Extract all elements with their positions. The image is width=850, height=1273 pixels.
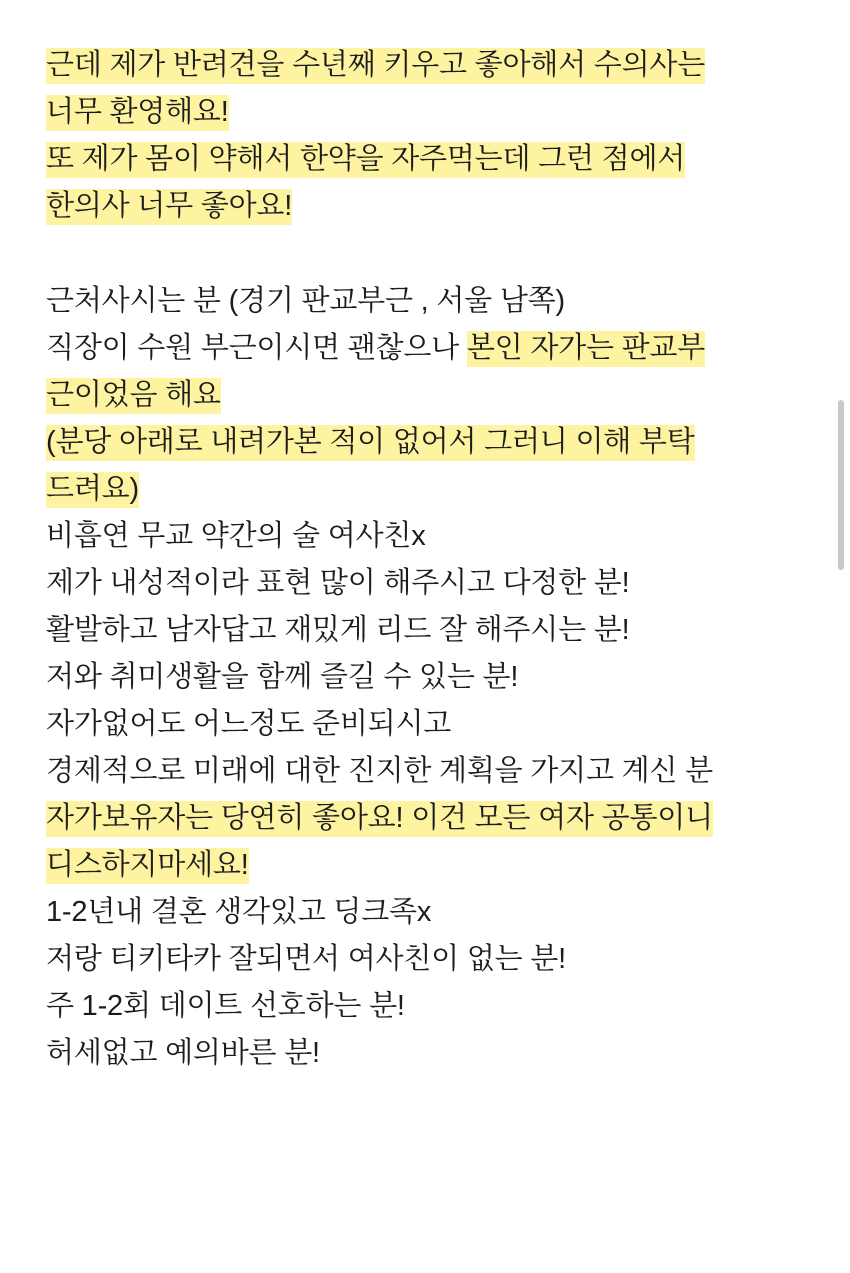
text-line: [46, 513, 804, 560]
highlighted-text: 드려요): [46, 472, 139, 508]
text-line: [46, 183, 804, 230]
text-line: [46, 89, 804, 136]
plain-text: 저랑 티키타카 잘되면서 여사친이 없는 분!: [46, 943, 566, 975]
highlighted-text: 자가보유자는 당연히 좋아요! 이건 모든 여자 공통이니: [46, 801, 713, 837]
plain-text: 1-2년내 결혼 생각있고 딩크족x: [46, 896, 432, 928]
text-line: [46, 278, 804, 325]
paragraph-intro-pets: [46, 42, 804, 230]
text-line: [46, 842, 804, 889]
plain-text: 비흡연 무교 약간의 술 여사친x: [46, 520, 426, 552]
text-line: [46, 1030, 804, 1077]
plain-text: 경제적으로 미래에 대한 진지한 계획을 가지고 계신 분: [46, 755, 713, 787]
plain-text: 저와 취미생활을 함께 즐길 수 있는 분!: [46, 661, 519, 693]
plain-text: 허세없고 예의바른 분!: [46, 1037, 320, 1069]
highlighted-text: 너무 환영해요!: [46, 95, 229, 131]
highlighted-text: 한의사 너무 좋아요!: [46, 189, 292, 225]
text-line: [46, 136, 804, 183]
plain-text: 주 1-2회 데이트 선호하는 분!: [46, 990, 405, 1022]
plain-text: 근처사시는 분 (경기 판교부근 , 서울 남쪽): [46, 285, 565, 317]
highlighted-text: (분당 아래로 내려가본 적이 없어서 그러니 이해 부탁: [46, 425, 695, 461]
text-line: [46, 701, 804, 748]
plain-text: 활발하고 남자답고 재밌게 리드 잘 해주시는 분!: [46, 614, 630, 646]
paragraph-location: [46, 278, 804, 1077]
text-line: [46, 654, 804, 701]
plain-text: 직장이 수원 부근이시면 괜찮으나: [46, 332, 467, 364]
text-line: [46, 419, 804, 466]
paragraph-spacer: [46, 230, 804, 278]
text-line: [46, 466, 804, 513]
text-line: [46, 560, 804, 607]
highlighted-text: 디스하지마세요!: [46, 848, 249, 884]
vertical-scrollbar[interactable]: [838, 400, 844, 570]
highlighted-text: 또 제가 몸이 약해서 한약을 자주먹는데 그런 점에서: [46, 142, 685, 178]
text-line: [46, 889, 804, 936]
text-line: [46, 42, 804, 89]
text-line: [46, 983, 804, 1030]
highlighted-text: 근이었음 해요: [46, 378, 221, 414]
highlighted-text: 본인 자가는 판교부: [467, 331, 705, 367]
plain-text: 자가없어도 어느정도 준비되시고: [46, 708, 452, 740]
text-line: [46, 936, 804, 983]
text-line: [46, 748, 804, 795]
text-line: [46, 325, 804, 372]
text-line: [46, 372, 804, 419]
highlighted-text: 근데 제가 반려견을 수년째 키우고 좋아해서 수의사는: [46, 48, 705, 84]
text-line: [46, 795, 804, 842]
text-line: [46, 607, 804, 654]
plain-text: 제가 내성적이라 표현 많이 해주시고 다정한 분!: [46, 567, 630, 599]
